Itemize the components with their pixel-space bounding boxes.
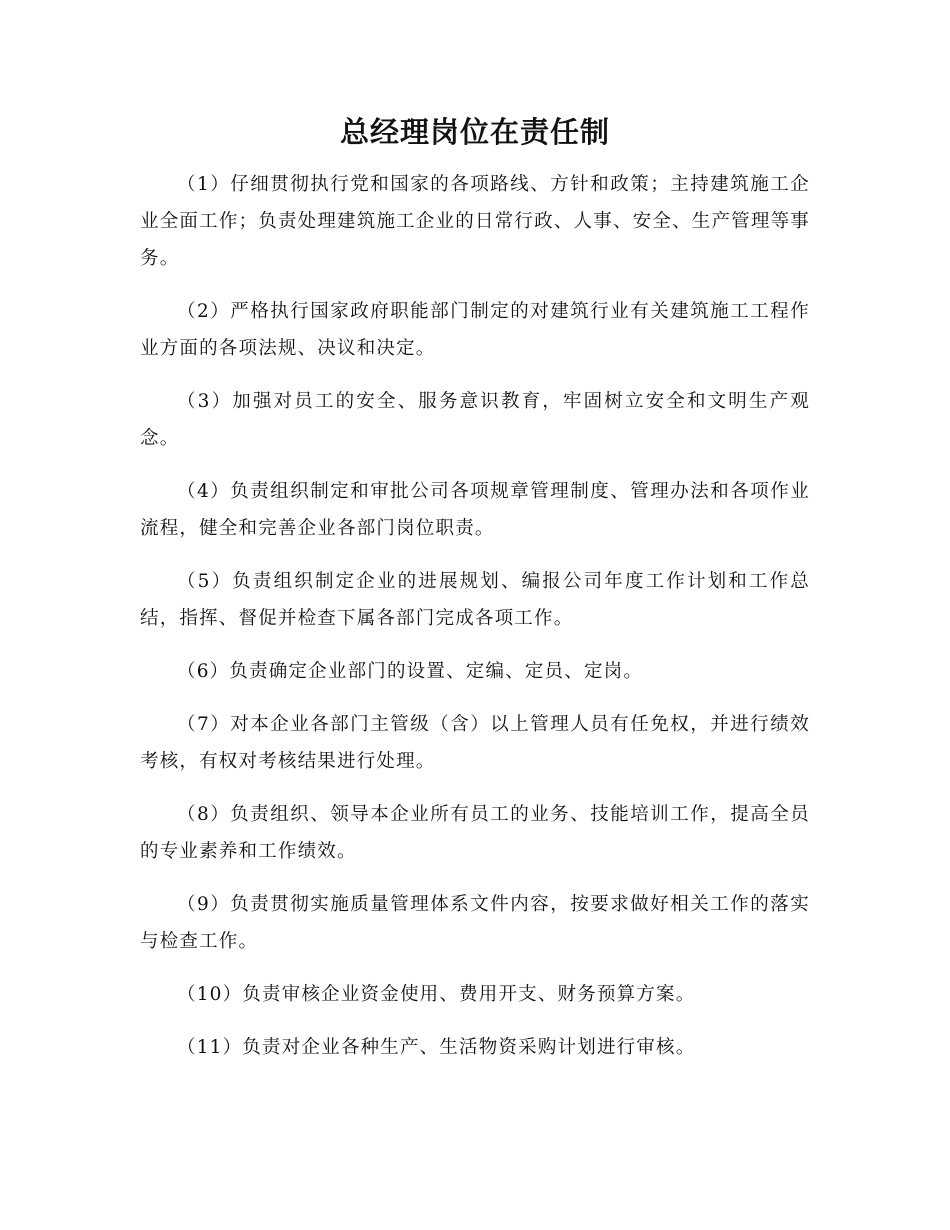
paragraph-1: （1）仔细贯彻执行党和国家的各项路线、方针和政策；主持建筑施工企业全面工作；负责处理建筑施工企业的日常行政、人事、安全、生产管理等事务。: [140, 174, 810, 269]
paragraph-9: （9）负责贯彻实施质量管理体系文件内容，按要求做好相关工作的落实与检查工作。: [140, 894, 810, 952]
paragraph-3: （3）加强对员工的安全、服务意识教育，牢固树立安全和文明生产观念。: [140, 391, 810, 449]
document-body: [140, 166, 810, 1082]
paragraph-4: （4）负责组织制定和审批公司各项规章管理制度、管理办法和各项作业流程，健全和完善企业各部门岗位职责。: [140, 481, 810, 539]
paragraph-8: （8）负责组织、领导本企业所有员工的业务、技能培训工作，提高全员的专业素养和工作绩效。: [140, 804, 810, 862]
paragraph-5: （5）负责组织制定企业的进展规划、编报公司年度工作计划和工作总结，指挥、督促并检查下属各部门完成各项工作。: [140, 571, 810, 629]
document-title: 总经理岗位在责任制: [339, 115, 610, 149]
paragraph-2: （2）严格执行国家政府职能部门制定的对建筑行业有关建筑施工工程作业方面的各项法规、决议和决定。: [140, 301, 810, 359]
paragraph-10: （10）负责审核企业资金使用、费用开支、财务预算方案。: [177, 984, 696, 1005]
paragraph-11: （11）负责对企业各种生产、生活物资采购计划进行审核。: [177, 1037, 696, 1058]
paragraph-7: （7）对本企业各部门主管级（含）以上管理人员有任免权，并进行绩效考核，有权对考核结果进行处理。: [140, 714, 810, 772]
paragraph-6: （6）负责确定企业部门的设置、定编、定员、定岗。: [177, 661, 644, 682]
